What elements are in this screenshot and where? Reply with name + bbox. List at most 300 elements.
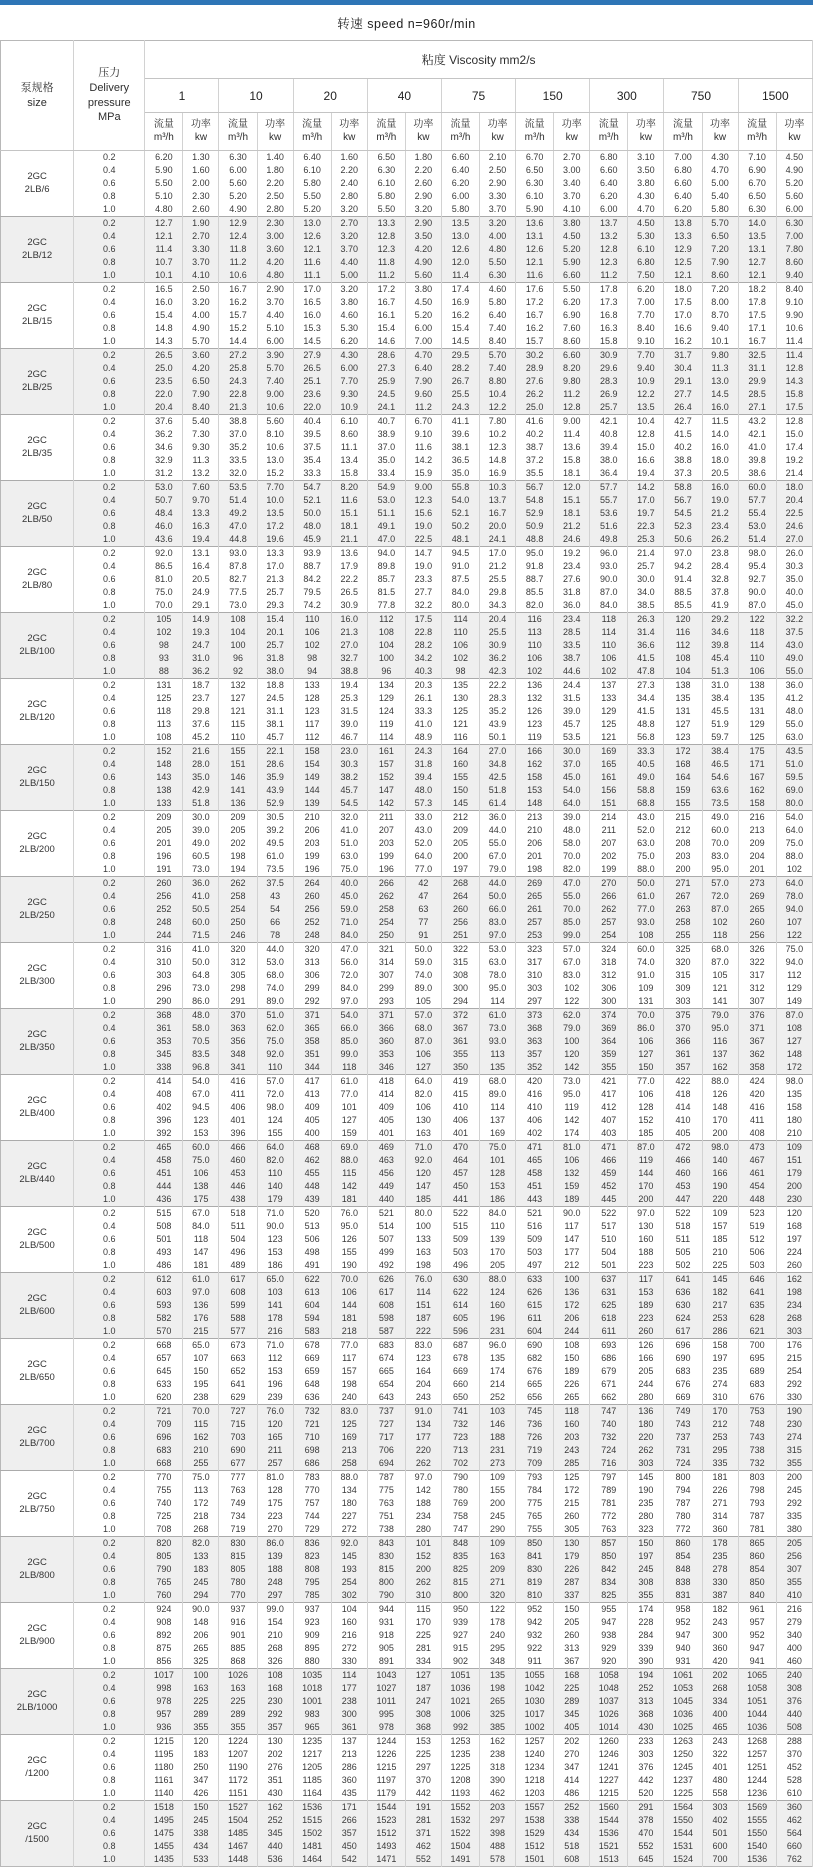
power-value: 8.60: [554, 335, 590, 349]
power-value: 150: [628, 1537, 664, 1551]
flow-value: 38.9: [367, 428, 405, 441]
flow-value: 265: [738, 903, 776, 916]
flow-value: 25.1: [293, 375, 331, 388]
flow-value: 464: [441, 1154, 479, 1167]
power-value: 43.9: [480, 718, 516, 731]
flow-value: 293: [367, 995, 405, 1009]
flow-value: 300: [441, 982, 479, 995]
flow-value: 15.4: [367, 322, 405, 335]
table-row: [1, 758, 813, 771]
flow-value: 1268: [738, 1735, 776, 1749]
power-value: 355: [183, 1721, 219, 1735]
power-value: 106: [405, 1048, 441, 1061]
flow-value: 1225: [441, 1761, 479, 1774]
power-value: 390: [628, 1655, 664, 1669]
power-value: 41.0: [331, 824, 367, 837]
flow-value: 26.7: [441, 375, 479, 388]
flow-value: 614: [441, 1299, 479, 1312]
flow-value: 14.6: [367, 335, 405, 349]
flow-value: 6.50: [367, 151, 405, 165]
power-value: 109: [702, 1207, 738, 1221]
power-value: 182: [702, 1603, 738, 1617]
table-row: [1, 190, 813, 203]
flow-value: 12.4: [219, 230, 257, 243]
flow-value: 719: [219, 1523, 257, 1537]
flow-value: 208: [664, 837, 702, 850]
power-value: 45.0: [776, 599, 812, 613]
power-value: 20.4: [776, 494, 812, 507]
flow-value: 22.8: [219, 388, 257, 401]
flow-value: 47.0: [367, 533, 405, 547]
power-value: 268: [183, 1523, 219, 1537]
pressure-value: 0.4: [74, 1748, 145, 1761]
flow-value: 1536: [590, 1827, 628, 1840]
flow-value: 401: [219, 1114, 257, 1127]
flow-value: 116: [441, 731, 479, 745]
pressure-value: 1.0: [74, 1655, 145, 1669]
flow-value: 96: [219, 652, 257, 665]
power-value: 42.3: [480, 665, 516, 679]
flow-value: 611: [516, 1312, 554, 1325]
power-value: 178: [480, 1616, 516, 1629]
power-value: 17.0: [257, 560, 293, 573]
flow-value: 618: [590, 1312, 628, 1325]
flow-value: 443: [516, 1193, 554, 1207]
pressure-value: 0.4: [74, 230, 145, 243]
power-value: 310: [702, 1391, 738, 1405]
pressure-value: 0.2: [74, 1141, 145, 1155]
flow-value: 92.0: [145, 547, 183, 561]
flow-value: 617: [219, 1273, 257, 1287]
power-value: 213: [331, 1748, 367, 1761]
pressure-value: 0.6: [74, 1431, 145, 1444]
flow-value: 154: [293, 758, 331, 771]
flow-value: 211: [590, 824, 628, 837]
power-value: 225: [702, 1259, 738, 1273]
flow-value: 604: [516, 1325, 554, 1339]
power-value: 205: [628, 1365, 664, 1378]
flow-value: 200: [664, 863, 702, 877]
flow-value: 4.80: [145, 203, 183, 217]
power-value: 4.30: [331, 349, 367, 363]
power-value: 322: [702, 1748, 738, 1761]
pressure-value: 0.6: [74, 705, 145, 718]
flow-value: 366: [664, 1035, 702, 1048]
power-value: 89.0: [257, 995, 293, 1009]
power-value: 61.0: [257, 850, 293, 863]
flow-value: 1203: [516, 1787, 554, 1801]
flow-value: 669: [293, 1352, 331, 1365]
flow-value: 937: [293, 1603, 331, 1617]
flow-value: 316: [145, 943, 183, 957]
power-value: 140: [257, 1180, 293, 1193]
flow-value: 723: [441, 1431, 479, 1444]
table-row: [1, 1312, 813, 1325]
power-value: 7.60: [554, 322, 590, 335]
flow-value: 106: [293, 626, 331, 639]
power-value: 215: [183, 1325, 219, 1339]
flow-value: 1521: [590, 1840, 628, 1853]
table-row: [1, 1748, 813, 1761]
flow-value: 678: [441, 1352, 479, 1365]
flow-value: 10.1: [145, 269, 183, 283]
flow-value: 402: [516, 1127, 554, 1141]
power-value: 64.0: [554, 797, 590, 811]
flow-value: 416: [219, 1075, 257, 1089]
flow-value: 351: [293, 1048, 331, 1061]
power-value: 86.0: [628, 1022, 664, 1035]
table-row: [1, 1642, 813, 1655]
power-value: 256: [776, 1550, 812, 1563]
power-value: 3.10: [628, 151, 664, 165]
flow-value: 31.1: [738, 362, 776, 375]
power-value: 45.7: [331, 784, 367, 797]
power-value: 51.0: [776, 758, 812, 771]
flow-value: 648: [293, 1378, 331, 1391]
flow-value: 1448: [219, 1853, 257, 1867]
flow-value: 503: [738, 1259, 776, 1273]
flow-value: 1018: [293, 1682, 331, 1695]
power-value: 4.60: [331, 309, 367, 322]
flow-value: 155: [219, 745, 257, 759]
flow-value: 15.7: [516, 335, 554, 349]
flow-value: 360: [367, 1035, 405, 1048]
flow-value: 85.7: [367, 573, 405, 586]
power-value: 2.70: [183, 230, 219, 243]
flow-value: 27.7: [664, 388, 702, 401]
table-row: [1, 903, 813, 916]
pump-group: [1, 1141, 813, 1207]
power-value: 61.0: [628, 890, 664, 903]
flow-value: 363: [516, 1035, 554, 1048]
flow-value: 992: [441, 1721, 479, 1735]
pump-model: 2GC 2LB/500: [1, 1207, 74, 1273]
power-value: 347: [183, 1774, 219, 1787]
table-row: [1, 995, 813, 1009]
flow-value: 15.4: [441, 322, 479, 335]
power-value: 240: [480, 1629, 516, 1642]
flow-value: 417: [293, 1075, 331, 1089]
power-value: 20.5: [183, 573, 219, 586]
power-value: 59.0: [405, 956, 441, 969]
flow-value: 54.9: [367, 481, 405, 495]
flow-value: 116: [664, 626, 702, 639]
power-value: 10.3: [480, 481, 516, 495]
power-value: 41.2: [776, 692, 812, 705]
flow-value: 726: [516, 1431, 554, 1444]
power-value: 214: [480, 1378, 516, 1391]
power-value: 348: [480, 1655, 516, 1669]
power-value: 158: [702, 1339, 738, 1353]
power-value: 163: [405, 1127, 441, 1141]
table-row: [1, 1233, 813, 1246]
power-value: 11.1: [331, 441, 367, 454]
power-value: 83.0: [480, 916, 516, 929]
pump-model: 2GC 2LB/650: [1, 1339, 74, 1405]
flow-value: 312: [590, 969, 628, 982]
flow-value: 77.8: [367, 599, 405, 613]
flow-value: 86.5: [145, 560, 183, 573]
power-value: 12.3: [480, 441, 516, 454]
flow-value: 504: [590, 1246, 628, 1259]
power-value: 285: [554, 1457, 590, 1471]
power-value: 55.0: [776, 665, 812, 679]
flow-value: 266: [367, 877, 405, 891]
flow-value: 268: [441, 877, 479, 891]
flow-value: 81.5: [367, 586, 405, 599]
flow-value: 155: [441, 771, 479, 784]
flow-value: 1555: [738, 1814, 776, 1827]
power-value: 315: [776, 1444, 812, 1457]
flow-value: 676: [738, 1391, 776, 1405]
flow-value: 132: [516, 692, 554, 705]
flow-value: 33.3: [293, 467, 331, 481]
table-row: [1, 863, 813, 877]
flow-value: 6.20: [664, 203, 702, 217]
table-row: [1, 1708, 813, 1721]
power-value: 30.9: [331, 599, 367, 613]
flow-value: 1569: [738, 1801, 776, 1815]
flow-value: 17.0: [664, 309, 702, 322]
table-row: [1, 467, 813, 481]
power-value: 44.0: [480, 824, 516, 837]
power-value: 8.60: [331, 428, 367, 441]
power-value: 28.0: [183, 758, 219, 771]
power-value: 9.40: [702, 322, 738, 335]
power-value: 8.20: [331, 481, 367, 495]
power-value: 105: [702, 969, 738, 982]
table-row: [1, 1827, 813, 1840]
flow-value: 323: [516, 943, 554, 957]
power-value: 48.8: [628, 718, 664, 731]
power-value: 14.3: [776, 375, 812, 388]
power-value: 144: [628, 1167, 664, 1180]
power-value: 15.6: [405, 507, 441, 520]
power-value: 300: [331, 1708, 367, 1721]
power-value: 230: [257, 1695, 293, 1708]
flow-value: 257: [590, 916, 628, 929]
power-value: 28.3: [480, 692, 516, 705]
power-value: 217: [702, 1299, 738, 1312]
flow-value: 202: [590, 850, 628, 863]
pressure-value: 0.4: [74, 1484, 145, 1497]
power-header: 功率 kw: [702, 113, 738, 151]
table-row: [1, 916, 813, 929]
power-value: 10.2: [480, 428, 516, 441]
power-value: 23.8: [702, 547, 738, 561]
flow-value: 320: [664, 956, 702, 969]
power-value: 289: [554, 1695, 590, 1708]
flow-value: 114: [441, 613, 479, 627]
flow-value: 260: [738, 916, 776, 929]
power-value: 390: [480, 1774, 516, 1787]
pressure-value: 0.2: [74, 415, 145, 429]
flow-value: 1030: [516, 1695, 554, 1708]
flow-value: 794: [664, 1484, 702, 1497]
flow-value: 929: [590, 1642, 628, 1655]
power-value: 54.0: [776, 811, 812, 825]
flow-value: 1226: [367, 1748, 405, 1761]
flow-value: 127: [664, 718, 702, 731]
power-value: 130: [628, 1220, 664, 1233]
flow-value: 731: [664, 1444, 702, 1457]
flow-value: 322: [441, 943, 479, 957]
flow-value: 763: [367, 1497, 405, 1510]
flow-value: 121: [441, 718, 479, 731]
power-value: 15.9: [405, 467, 441, 481]
flow-value: 789: [590, 1484, 628, 1497]
power-value: 288: [776, 1735, 812, 1749]
power-value: 31.0: [183, 652, 219, 665]
flow-value: 60.0: [738, 481, 776, 495]
flow-value: 13.8: [664, 217, 702, 231]
power-value: 7.40: [480, 322, 516, 335]
power-value: 24.6: [776, 520, 812, 533]
power-value: 142: [554, 1061, 590, 1075]
table-row: [1, 850, 813, 863]
flow-value: 453: [664, 1180, 702, 1193]
flow-value: 303: [664, 995, 702, 1009]
flow-value: 269: [516, 877, 554, 891]
power-value: 76.0: [331, 1207, 367, 1221]
flow-value: 629: [219, 1391, 257, 1405]
flow-value: 724: [590, 1444, 628, 1457]
power-value: 157: [702, 1220, 738, 1233]
power-value: 6.90: [554, 309, 590, 322]
flow-value: 593: [145, 1299, 183, 1312]
power-value: 186: [480, 1193, 516, 1207]
flow-value: 772: [590, 1510, 628, 1523]
flow-value: 1481: [293, 1840, 331, 1853]
flow-value: 158: [738, 797, 776, 811]
power-value: 3.70: [183, 256, 219, 269]
power-value: 162: [183, 1431, 219, 1444]
power-value: 64.0: [405, 850, 441, 863]
flow-value: 29.1: [664, 375, 702, 388]
pressure-value: 0.6: [74, 969, 145, 982]
flow-value: 87.5: [441, 573, 479, 586]
power-value: 12.0: [554, 481, 590, 495]
table-row: [1, 1101, 813, 1114]
power-value: 15.4: [257, 613, 293, 627]
flow-value: 13.0: [293, 217, 331, 231]
table-header: [1, 41, 813, 151]
table-row: [1, 1721, 813, 1735]
flow-value: 265: [516, 890, 554, 903]
flow-value: 51.4: [738, 533, 776, 547]
power-value: 82.0: [405, 1088, 441, 1101]
flow-value: 12.1: [664, 269, 702, 283]
flow-value: 16.7: [738, 335, 776, 349]
flow-value: 715: [219, 1418, 257, 1431]
power-value: 97.0: [183, 1286, 219, 1299]
power-value: 150: [554, 1603, 590, 1617]
power-value: 18.8: [257, 679, 293, 693]
power-value: 7.60: [183, 481, 219, 495]
power-value: 51.0: [331, 837, 367, 850]
power-value: 4.70: [702, 164, 738, 177]
power-value: 109: [628, 982, 664, 995]
pressure-value: 0.8: [74, 1708, 145, 1721]
power-value: 337: [554, 1589, 590, 1603]
flow-value: 17.6: [516, 283, 554, 297]
power-value: 65.0: [257, 1273, 293, 1287]
flow-value: 15.2: [219, 322, 257, 335]
flow-value: 617: [664, 1325, 702, 1339]
flow-value: 26.4: [664, 401, 702, 415]
power-value: 74.0: [628, 956, 664, 969]
flow-value: 95.4: [738, 560, 776, 573]
power-value: 40.0: [331, 877, 367, 891]
table-row: [1, 1484, 813, 1497]
power-value: 75.0: [257, 1035, 293, 1048]
power-value: 645: [628, 1853, 664, 1867]
flow-value: 748: [738, 1418, 776, 1431]
power-value: 402: [702, 1814, 738, 1827]
power-value: 3.20: [480, 217, 516, 231]
flow-value: 124: [367, 705, 405, 718]
flow-value: 16.9: [441, 296, 479, 309]
flow-value: 854: [664, 1550, 702, 1563]
pump-group: [1, 1669, 813, 1735]
flow-value: 920: [590, 1655, 628, 1669]
power-value: 93.0: [628, 916, 664, 929]
power-value: 196: [480, 1312, 516, 1325]
power-value: 133: [183, 1550, 219, 1563]
power-value: 102: [776, 863, 812, 877]
pump-model: 2GC 2LB/750: [1, 1471, 74, 1537]
flow-value: 207: [590, 837, 628, 850]
power-value: 87.0: [776, 1009, 812, 1023]
flow-value: 110: [441, 626, 479, 639]
power-value: 190: [776, 1405, 812, 1419]
power-value: 22.2: [480, 679, 516, 693]
power-value: 178: [702, 1537, 738, 1551]
flow-value: 760: [145, 1589, 183, 1603]
flow-value: 506: [738, 1246, 776, 1259]
flow-value: 708: [145, 1523, 183, 1537]
power-value: 21.2: [702, 507, 738, 520]
flow-value: 151: [590, 797, 628, 811]
flow-value: 48.0: [293, 520, 331, 533]
flow-value: 42.1: [590, 415, 628, 429]
power-value: 125: [331, 1418, 367, 1431]
power-value: 4.20: [183, 362, 219, 375]
flow-value: 1550: [664, 1814, 702, 1827]
flow-value: 214: [590, 811, 628, 825]
flow-value: 135: [738, 692, 776, 705]
power-value: 5.70: [702, 217, 738, 231]
pressure-value: 1.0: [74, 269, 145, 283]
power-value: 3.90: [257, 349, 293, 363]
power-value: 22.2: [331, 573, 367, 586]
power-value: 290: [480, 1523, 516, 1537]
power-value: 2.40: [331, 177, 367, 190]
power-value: 440: [257, 1840, 293, 1853]
power-value: 435: [331, 1787, 367, 1801]
power-value: 95.0: [480, 982, 516, 995]
flow-value: 518: [664, 1220, 702, 1233]
power-value: 202: [257, 1748, 293, 1761]
power-value: 260: [776, 1259, 812, 1273]
power-value: 53.5: [554, 731, 590, 745]
flow-value: 98: [145, 639, 183, 652]
flow-value: 152: [145, 745, 183, 759]
table-row: [1, 269, 813, 283]
power-value: 564: [776, 1827, 812, 1840]
flow-value: 6.50: [738, 190, 776, 203]
flow-value: 15.4: [145, 309, 183, 322]
